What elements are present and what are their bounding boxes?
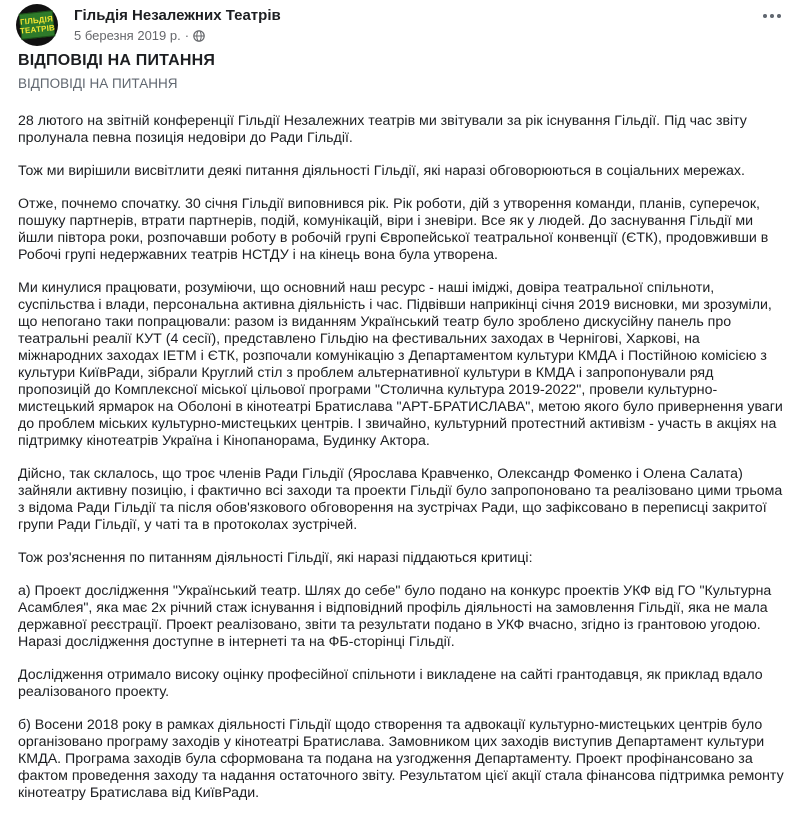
post-paragraph: б) Восени 2018 року в рамках діяльності Гільдії щодо створення та адвокації культурно-мистецьких центрів було організовано програму заходів у кінотеатрі Братислава. Замовником цих заходів виступив Департамент культури КМДА. Програма заходів була сформована та подана на узгодження Департаменту. Проект профінансовано за фактом проведення заходу та надання остаточного звіту. Результатом цієї акції стала фінансова підтримка ремонту кінотеатру Братислава від КиївРади. [18, 717, 784, 801]
post-paragraph: Тож роз'яснення по питанням діяльності Гільдії, які наразі піддаються критиці: [18, 550, 533, 566]
post-meta [74, 28, 205, 43]
more-horizontal-icon[interactable] [760, 8, 784, 24]
post-paragraph: Отже, почнемо спочатку. 30 січня Гільдії виповнився рік. Рік роботи, дій з утворення команди, планів, суперечок, пошуку партнерів, втрати партнерів, подій, комунікацій, віри і зневіри. Все як у людей. До заснування Гільдії ми йшли півтора роки, розпочавши роботу в робочій групі Європейської театральної конвенції (ЄТК), продовживши в Робочі групі недержавних театрів НСТДУ і на кінець вона була утворена. [18, 196, 769, 263]
post-body [18, 52, 784, 818]
post-paragraph: 28 лютого на звітній конференції Гільдії Незалежних театрів ми звітували за рік існування Гільдії. Під час звіту пролунала певна позиція недовіри до Ради Гільдії. [18, 113, 747, 146]
post-paragraph: Тож ми вирішили висвітлити деякі питання діяльності Гільдії, які наразі обговорюються в соціальних мережах. [18, 163, 745, 179]
post-paragraph: а) Проект дослідження "Український театр. Шлях до себе" було подано на конкурс проектів УКФ від ГО "Культурна Асамблея", яка має 2х річний стаж існування і відповідний профіль діяльності на замовлення Гільдії, яка не мала державної реєстрації. Проект реалізовано, звіти та результати подано в УКФ вчасно, згідно із грантовою угодою. Наразі дослідження доступне в інтернеті та на ФБ-сторінці Гільдії. [18, 583, 772, 650]
post-subtitle: ВІДПОВІДІ НА ПИТАННЯ [18, 76, 178, 91]
avatar-logo-line-2: ТЕАТРІВ [19, 23, 56, 36]
post-date[interactable]: 5 березня 2019 р. [74, 28, 181, 43]
post-paragraph: Ми кинулися працювати, розуміючи, що основний наш ресурс - наші іміджі, довіра театральної спільноти, суспільства і влади, персональна активна діяльність і час. Підвівши наприкінці січня 2019 висновки, ми зрозуміли, що непогано таки попрацювали: разом із виданням Український театр було зроблено дискусійну панель про театральні реалії КУТ (4 сесії), представлено Гільдію на фестивальних заходах в Чернігові, Харкові, на міжнародних заходах ІЕТМ і ЄТК, розпочали комунікацію з Департаментом культури КМДА і Постійною комісією з культури КиївРади, зібрали Круглий стіл з проблем альтернативної культури в КМДА і запропонували ряд пропозицій до Комплексної міської цільової програми "Столична культура 2019-2022", провели культурно-мистецький ярмарок на Оболоні в кінотеатрі Братислава "АРТ-БРАТИСЛАВА", метою якого було привернення уваги до проблем міських культурно-мистецьких центрів. І звичайно, культурний протестний активізм - участь в акціях на підтримку кінотеатрів Україна і Кінопанорама, Будинку Актора. [18, 280, 783, 449]
post-header [16, 4, 786, 50]
meta-separator: · [184, 28, 190, 43]
avatar[interactable] [16, 4, 58, 46]
avatar-logo-line-1: ГІЛЬДІЯ [19, 14, 54, 27]
post-paragraph: Дослідження отримало високу оцінку професійної спільноти і викладене на сайті грантодавця, як приклад вдало реалізованого проекту. [18, 667, 763, 700]
page-name[interactable]: Гільдія Незалежних Театрів [74, 7, 281, 24]
avatar-logo [19, 10, 56, 39]
post-paragraph: Дійсно, так склалось, що троє членів Ради Гільдії (Ярослава Кравченко, Олександр Фоменко і Олена Салата) зайняли активну позицію, і фактично всі заходи та проекти Гільдії було запропоновано та реалізовано цими трьома з відома Ради Гільдії та після обов'язкового обговорення на зустрічах Ради, що зафіксовано в переписці закритої групи Ради Гільдії, у чаті та в протоколах зустрічей. [18, 466, 783, 533]
globe-icon [193, 30, 205, 42]
post-title: ВІДПОВІДІ НА ПИТАННЯ [18, 52, 216, 69]
